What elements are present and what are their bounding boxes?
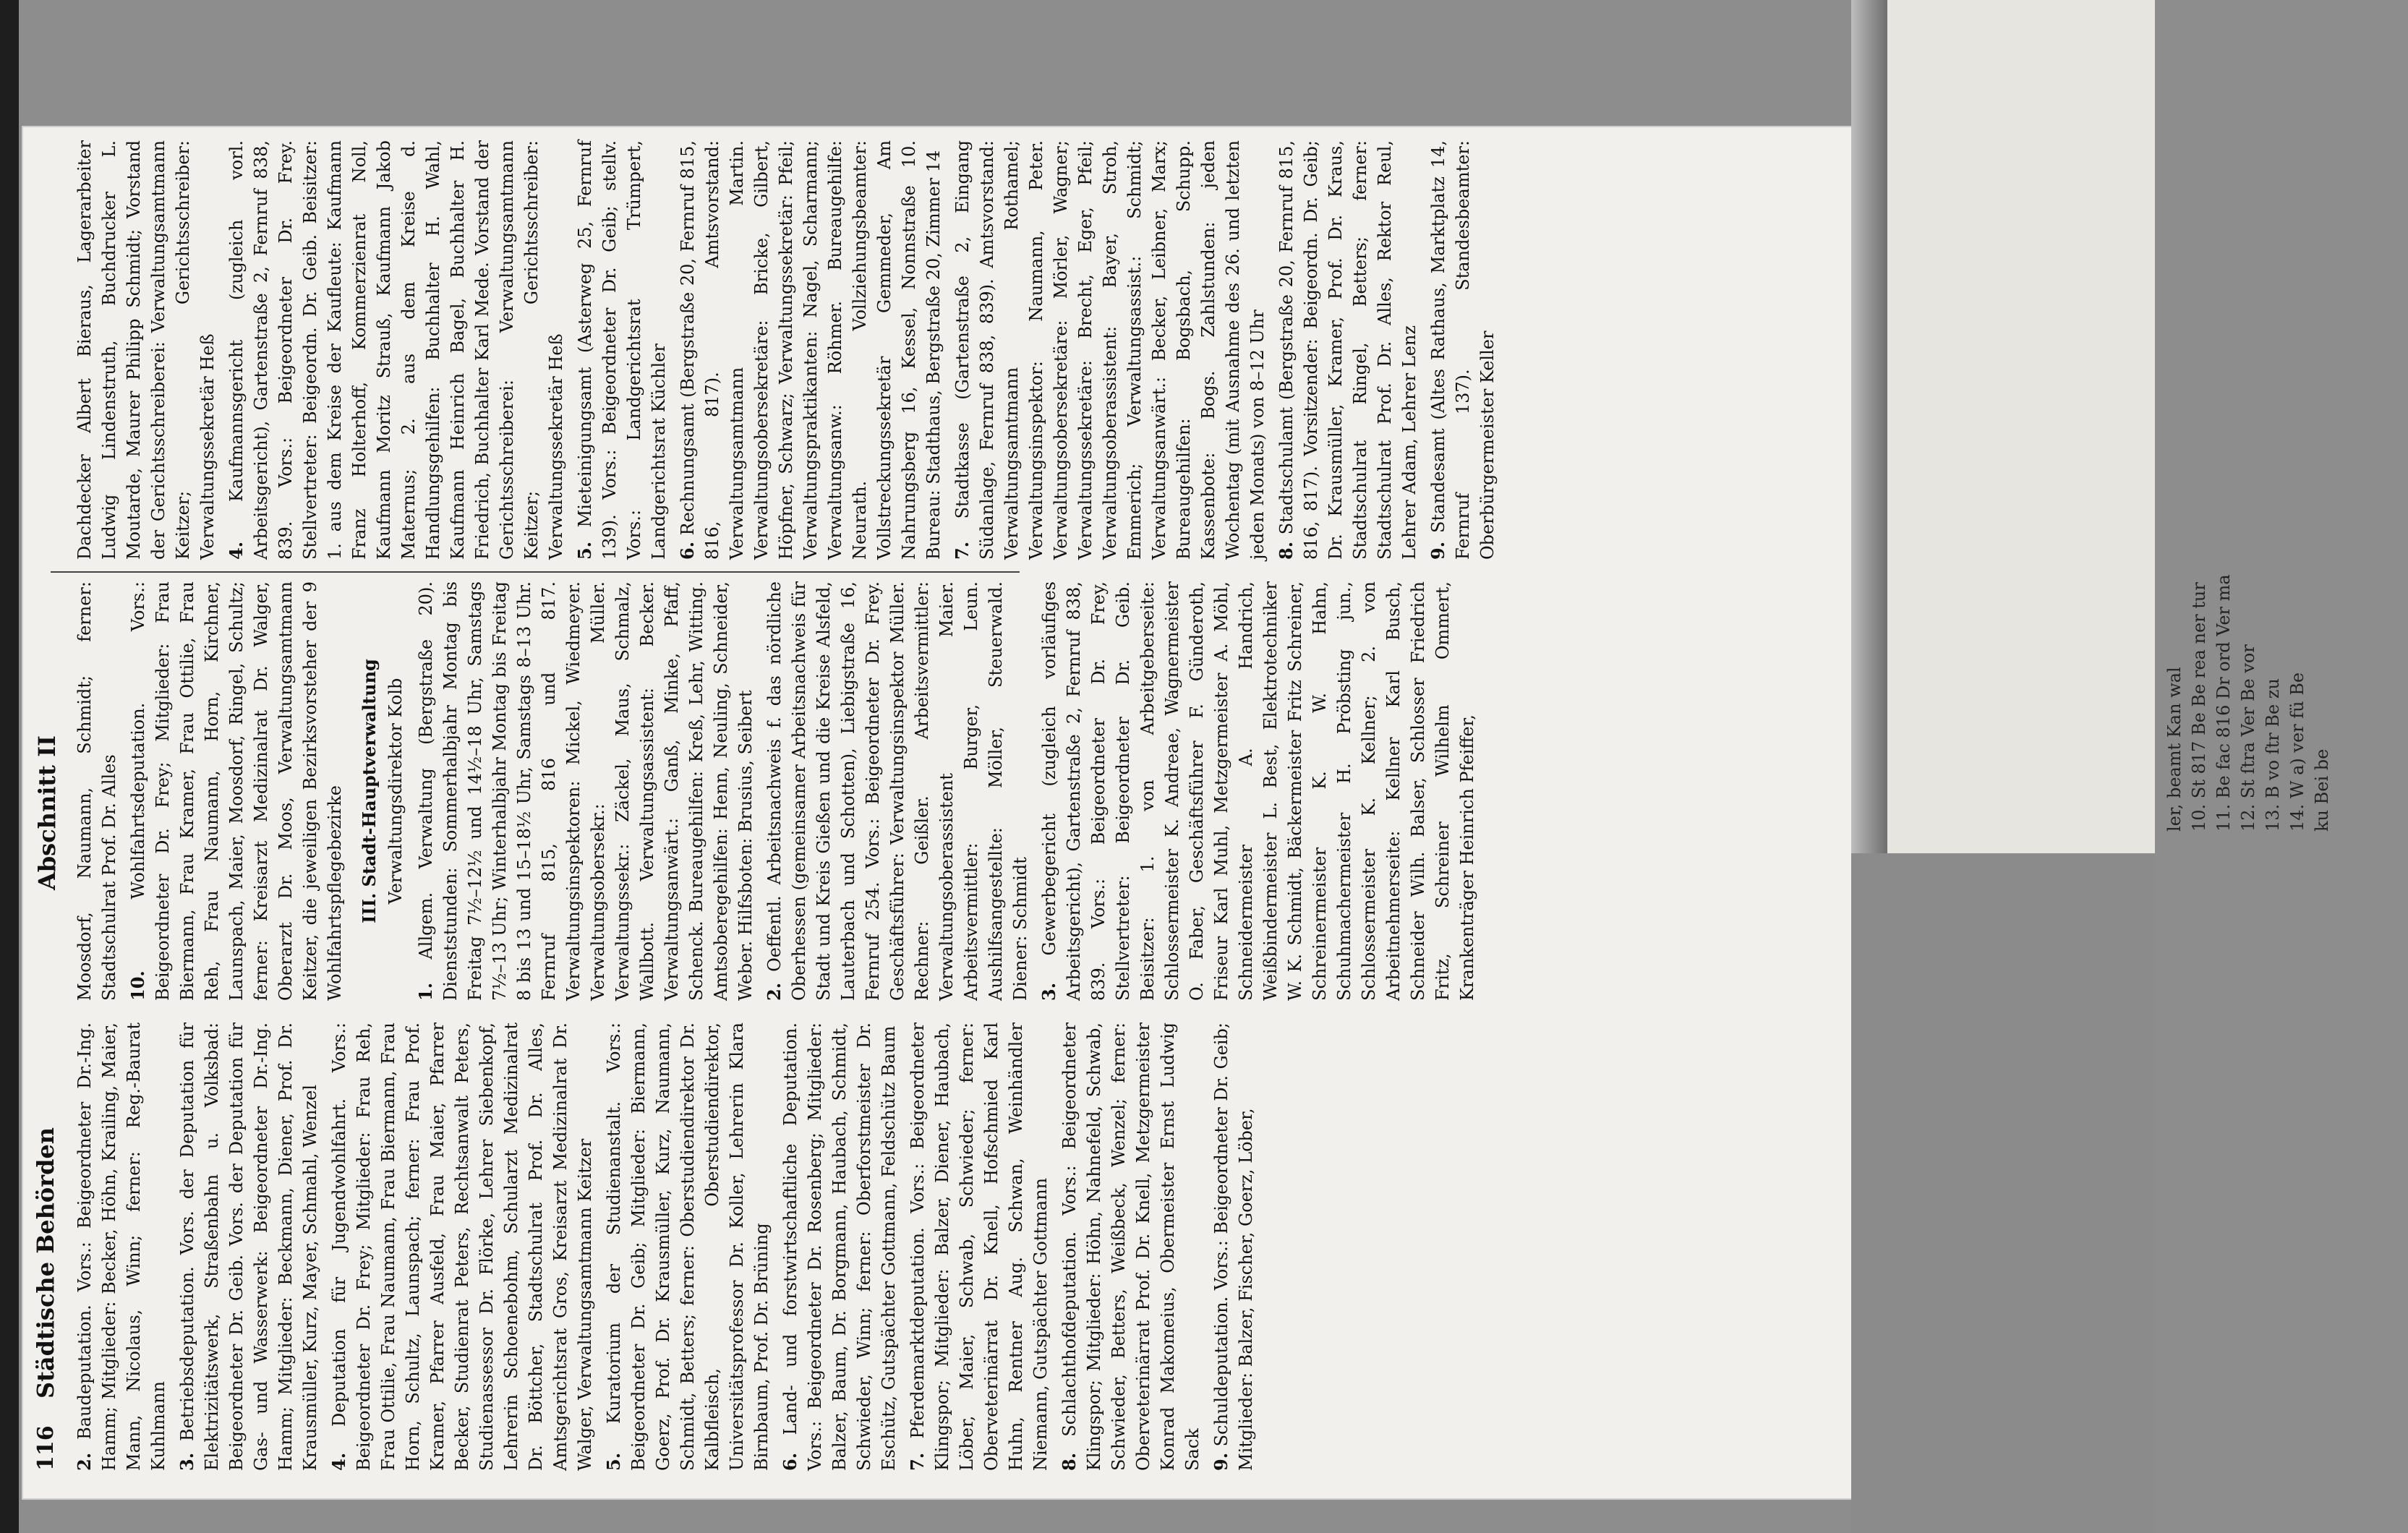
column-lead-text: Moosdorf, Naumann, Schmidt; ferner: Stadtschulrat Prof. Dr. Alles [74, 581, 119, 1001]
opposite-page-line: 13. B vo ſtr Be zu [2263, 678, 2283, 832]
page-header [22, 126, 65, 1500]
column-left [72, 1022, 1858, 1471]
entry-text: Dachdecker Albert Bieraus, Lagerarbeiter Ludwig Lindenstruth, Buchdrucker L. Moutarde, Maurer Philipp Schmidt; Vorstand der Gerichtsschreiberei: Verwaltungsamtmann Keitzer; Gerichtsschreiber: Verwaltungssekretär Heß [74, 140, 218, 560]
opposite-page-line: 11. Be fac 816 Dr ord Ver ma [2213, 574, 2234, 832]
entry-text: Standesamt (Altes Rathaus, Marktplatz 14, Fernruf 137). Standesbeamter: Oberbürgermeister Keller [1428, 140, 1498, 560]
opposite-page-text [2162, 0, 2408, 832]
entry-number: 4. [328, 1452, 349, 1471]
entry-text: Baudeputation. Vors.: Beigeordneter Dr.-Ing. Hamm; Mitglieder: Becker, Höhn, Krailing, Maier, Mann, Nicolaus, Winn; ferner: Reg.-Baurat Kuhlmann [74, 1022, 168, 1471]
directory-entry [414, 581, 758, 1001]
book-page [22, 126, 1887, 1500]
entry-text: Oeffentl. Arbeitsnachweis f. das nördliche Oberhessen (gemeinsamer Arbeitsnachweis für Stadt und Kreis Gießen und die Kreise Alsfeld, Lauterbach und Schotten), Liebigstraße 16, Fernruf 254. Vors.: Beigeordneter Dr. Frey. Geschäftsführer: Verwaltungsinspektor Müller. Rechner: Geißler. Arbeitsvermittler: Verwaltungsoberassistent Maier. Arbeitsvermittler: Burger, Leun. Aushilfsangestellte: Möller, Steuerwald. Diener: Schmidt [764, 581, 1030, 1001]
entry-number: 6. [677, 541, 698, 560]
entry-text: Stadtschulamt (Bergstraße 20, Fernruf 815, 816, 817). Vorsitzender: Beigeordn. Dr. Geib; Dr. Krausmüller, Kramer, Prof. Dr. Kraus, Stadtschulrat Ringel, Betters; ferner: Stadtschulrat Prof. Dr. Alles, Rektor Reul, Lehrer Adam, Lehrer Lenz [1276, 140, 1419, 560]
directory-entry [224, 140, 568, 560]
entry-number: 1. [415, 982, 436, 1001]
entry-list-b [414, 581, 1480, 1001]
entry-text: Schuldeputation. Vors.: Beigeordneter Dr. Geib; Mitglieder: Balzer, Fischer, Goerz, Löber, [1211, 1022, 1256, 1471]
entry-number: 5. [574, 541, 595, 560]
directory-entry [72, 140, 220, 560]
directory-entry [72, 1022, 171, 1471]
directory-entry [1274, 140, 1422, 560]
entry-text: Mieteinigungsamt (Asterweg 25, Fernruf 139). Vors.: Beigeordneter Dr. Geib; stellv. Vors.: Landgerichtsrat Trümpert, Landgerichtsrat Küchler [575, 140, 669, 560]
chapter-heading: III. Stadt-Hauptverwaltung [359, 659, 380, 923]
entry-text: Gewerbegericht (zugleich vorläufiges Arbeitsgericht), Gartenstraße 2, Fernruf 838, 839. Vors.: Beigeordneter Dr. Frey, Stellvertreter: Beigeordneter Dr. Geib. Beisitzer: 1. von Arbeitgeberseite: Schlossermeister K. Andreae, Wagnermeister O. Faber, Geschäftsführer F. Günderoth, Friseur Karl Muhl, Metzgermeister A. Möhl, Schneidermeister A. Handrich, Weißbindermeister L. Best, Elektrotechniker W. K. Schmidt, Bäckermeister Fritz Schreiner, Schreinermeister K. W. Hahn, Schuhmachermeister H. Pröbsting jun., Schlossermeister K. Kellner; 2. von Arbeitnehmerseite: Kellner Karl Busch, Schneider Wilh. Balser, Schlosser Friedrich Fritz, Schreiner Wilhelm Ommert, Krankenträger Heinrich Pfeiffer, [1039, 581, 1477, 1001]
opposite-page-line: 12. St ſtra Ver Be vor [2238, 644, 2258, 832]
running-title: Städtische Behörden [32, 1127, 59, 1399]
entry-text: Allgem. Verwaltung (Bergstraße 20). Dienststunden: Sommerhalbjahr Montag bis Freitag 7½–12½ und 14½–18 Uhr, Samstags 7½–13 Uhr; Winterhalbjahr Montag bis Freitag 8 bis 13 und 15–18½ Uhr, Samstags 8–13 Uhr. Fernruf 815, 816 und 817. Verwaltungsinspektoren: Mickel, Wiedmeyer. Verwaltungsobersekr.: Müller. Verwaltungssekr.: Zäckel, Maus, Schmalz, Wallbott. Verwaltungsassistent: Becker. Verwaltungsanwärt.: Ganß, Minke, Pfaff, Schenck. Bureaugehilfen: Kreß, Lehr, Witting. Amtsoberegehilfen: Henn, Neuling, Schneider, Weber. Hilfsboten: Brusius, Seibert [416, 581, 756, 1001]
column-middle [72, 581, 1858, 1001]
entry-text: Rechnungsamt (Bergstraße 20, Fernruf 815, 816, 817). Amtsvorstand: Verwaltungsamtmann Martin. Verwaltungsobersekretäre: Bricke, Gilbert, Höpfner, Schwarz; Verwaltungssekretär: Pfeil; Verwaltungspraktikanten: Nagel, Scharmann; Verwaltungsanw.: Röhmer. Bureaugehilfe: Neurath. Vollziehungsbeamter: Vollstreckungssekretär Gemmeder, Am Nahrungsberg 16, Kessel, Nonnstraße 10. Bureau: Stadthaus, Bergstraße 20, Zimmer 14 [678, 140, 944, 560]
directory-entry [175, 1022, 323, 1471]
entry-number: 5. [603, 1452, 624, 1471]
background-shadow [1851, 853, 2155, 1533]
entry-number: 2. [764, 982, 785, 1001]
entry-number: 10. [127, 970, 148, 1001]
entry-number: 7. [952, 541, 973, 560]
directory-entry [675, 140, 946, 560]
opposite-page-line: ler, beamt Kan wal [2164, 667, 2185, 832]
entry-text: Pferdemarktdeputation. Vors.: Beigeordneter Klingspor; Mitglieder: Balzer, Diener, Haubach, Löber, Maier, Schwab, Schwieder; ferner: Oberveterinärrat Dr. Knell, Hofschmied Karl Huhn, Rentner Aug. Schwan, Weinhändler Niemann, Gutspächter Gottmann [908, 1022, 1051, 1471]
opposite-page-line: ku Bei be [2312, 748, 2332, 832]
entry-number: 7. [907, 1452, 928, 1471]
entry-text: Kaufmannsgericht (zugleich vorl. Arbeitsgericht), Gartenstraße 2, Fernruf 838, 839. Vors.: Beigeordneter Dr. Frey. Stellvertreter: Beigeordn. Dr. Geib. Beisitzer: 1. aus dem Kreise der Kaufleute: Kaufmann Franz Holterhoff, Kommerzienrat Noll, Kaufmann Moritz Strauß, Kaufmann Jakob Maternus; 2. aus dem Kreise d. Handlungsgehilfen: Buchhalter H. Wahl, Kaufmann Heinrich Bagel, Buchhalter H. Friedrich, Buchhalter Karl Mede. Vorstand der Gerichtsschreiberei: Verwaltungsamtmann Keitzer; Gerichtsschreiber: Verwaltungssekretär Heß [226, 140, 566, 560]
directory-entry [602, 1022, 774, 1471]
opposite-page [1887, 0, 2332, 853]
directory-entry [327, 1022, 597, 1471]
entry-text: Deputation für Jugendwohlfahrt. Vors.: Beigeordneter Dr. Frey; Mitglieder: Frau Reh, Frau Ottilie, Frau Naumann, Frau Biermann, Frau Horn, Schultz, Launspach; ferner: Frau Prof. Kramer, Pfarrer Ausfeld, Frau Maier, Pfarrer Becker, Studienrat Peters, Rechtsanwalt Peters, Studienassessor Dr. Flörke, Lehrer Siebenkopf, Lehrerin Schoenebohm, Schularzt Medizinalrat Dr. Böttcher, Stadtschulrat Prof. Dr. Alles, Amtsgerichtsrat Gros, Kreisarzt Medizinalrat Dr. Walger, Verwaltungsamtmann Keitzer [329, 1022, 595, 1471]
entry-number: 3. [176, 1452, 197, 1471]
directory-entry [573, 140, 671, 560]
directory-entry [905, 1022, 1053, 1471]
directory-entry [762, 581, 1033, 1001]
entry-number: 3. [1038, 982, 1059, 1001]
entry-text: Betriebsdeputation. Vors. der Deputation für Elektrizitätswerk, Straßenbahn u. Volksbad: Beigeordneter Dr. Geib. Vors. der Deputation für Gas- und Wasserwerk: Beigeordneter Dr.-Ing. Hamm; Mitglieder: Beckmann, Diener, Prof. Dr. Krausmüller, Kurz, Mayer, Schmahl, Wenzel [177, 1022, 320, 1471]
directory-entry [1426, 140, 1500, 560]
directory-entry [778, 1022, 901, 1471]
section-title: Abschnitt II [33, 735, 61, 891]
directory-entry [1057, 1022, 1205, 1471]
entry-text: Wohlfahrtsdeputation. Vors.: Beigeordneter Dr. Frey; Mitglieder: Frau Biermann, Frau Kramer, Frau Ottilie, Frau Reh, Frau Naumann, Horn, Kirchner, Launspach, Maier, Moosdorf, Ringel, Schultz; ferner: Kreisarzt Medizinalrat Dr. Walger, Oberarzt Dr. Moos, Verwaltungsamtmann Keitzer, die jeweiligen Bezirksvorsteher der 9 Wohlfahrtspflegebezirke [128, 581, 345, 1001]
entry-number: 9. [1211, 1452, 1231, 1471]
entry-number: 8. [1276, 541, 1297, 560]
chapter-subheading: Verwaltungsdirektor Kolb [385, 678, 406, 905]
entry-text: Stadtkasse (Gartenstraße 2, Eingang Südanlage, Fernruf 838, 839). Amtsvorstand: Verwaltungsamtmann Rothamel; Verwaltungsinspektor: Naumann, Peter. Verwaltungsobersekretäre: Mörler, Wagner; Verwaltungssekretäre: Brecht, Eger, Pfeil; Verwaltungsoberassistent: Bayer, Stroh, Emmerich; Verwaltungsassist.: Schmidt; Verwaltungsanwärt.: Becker, Leibner, Marx; Bureaugehilfen: Bogsbach, Schupp. Kassenbote: Bogs. Zahlstunden: jeden Wochentag (mit Ausnahme des 26. und letzten jeden Monats) von 8–12 Uhr [952, 140, 1268, 560]
entry-number: 8. [1059, 1452, 1080, 1471]
entry-list-a [126, 581, 347, 1001]
entry-number: 2. [74, 1452, 95, 1471]
entry-number: 4. [226, 541, 247, 560]
entry-text: Schlachthofdeputation. Vors.: Beigeordneter Klingspor; Mitglieder: Höhn, Nahnefeld, Schwab, Schwieder, Betters, Weißbeck, Wenzel; ferner: Oberveterinärrat Prof. Dr. Knell, Metzgermeister Konrad Makomeius, Obermeister Ernst Ludwig Sack [1059, 1022, 1203, 1471]
scanner-edge [0, 0, 19, 1533]
directory-entry [1037, 581, 1480, 1001]
column-right [72, 140, 1858, 560]
entry-text: Kuratorium der Studienanstalt. Vors.: Beigeordneter Dr. Geib; Mitglieder: Biermann, Goerz, Prof. Dr. Krausmüller, Kurz, Naumann, Schmidt, Betters; ferner: Oberstudiendirektor Dr. Kalbfleisch, Oberstudiendirektor, Universitätsprofessor Dr. Koller, Lehrerin Klara Birnbaum, Prof. Dr. Brüning [604, 1022, 772, 1471]
entry-number: 9. [1427, 541, 1448, 560]
opposite-page-line: 14. W a) ver fü Be [2287, 672, 2307, 832]
opposite-page-line: 10. St 817 Be Be rea ner tur [2189, 582, 2209, 832]
directory-entry [1209, 1022, 1258, 1471]
directory-entry [950, 140, 1270, 560]
column-rule [51, 571, 1020, 573]
entry-number: 6. [780, 1452, 800, 1471]
entry-text: Land- und forstwirtschaftliche Deputation. Vors.: Beigeordneter Dr. Rosenberg; Mitglieder: Balzer, Baum, Dr. Borgmann, Haubach, Schmidt, Schwieder, Winn; ferner: Oberforstmeister Dr. Eschütz, Gutspächter Gottmann, Feldschütz Baum [780, 1022, 899, 1471]
directory-entry [126, 581, 347, 1001]
page-number: 116 [33, 1425, 59, 1471]
